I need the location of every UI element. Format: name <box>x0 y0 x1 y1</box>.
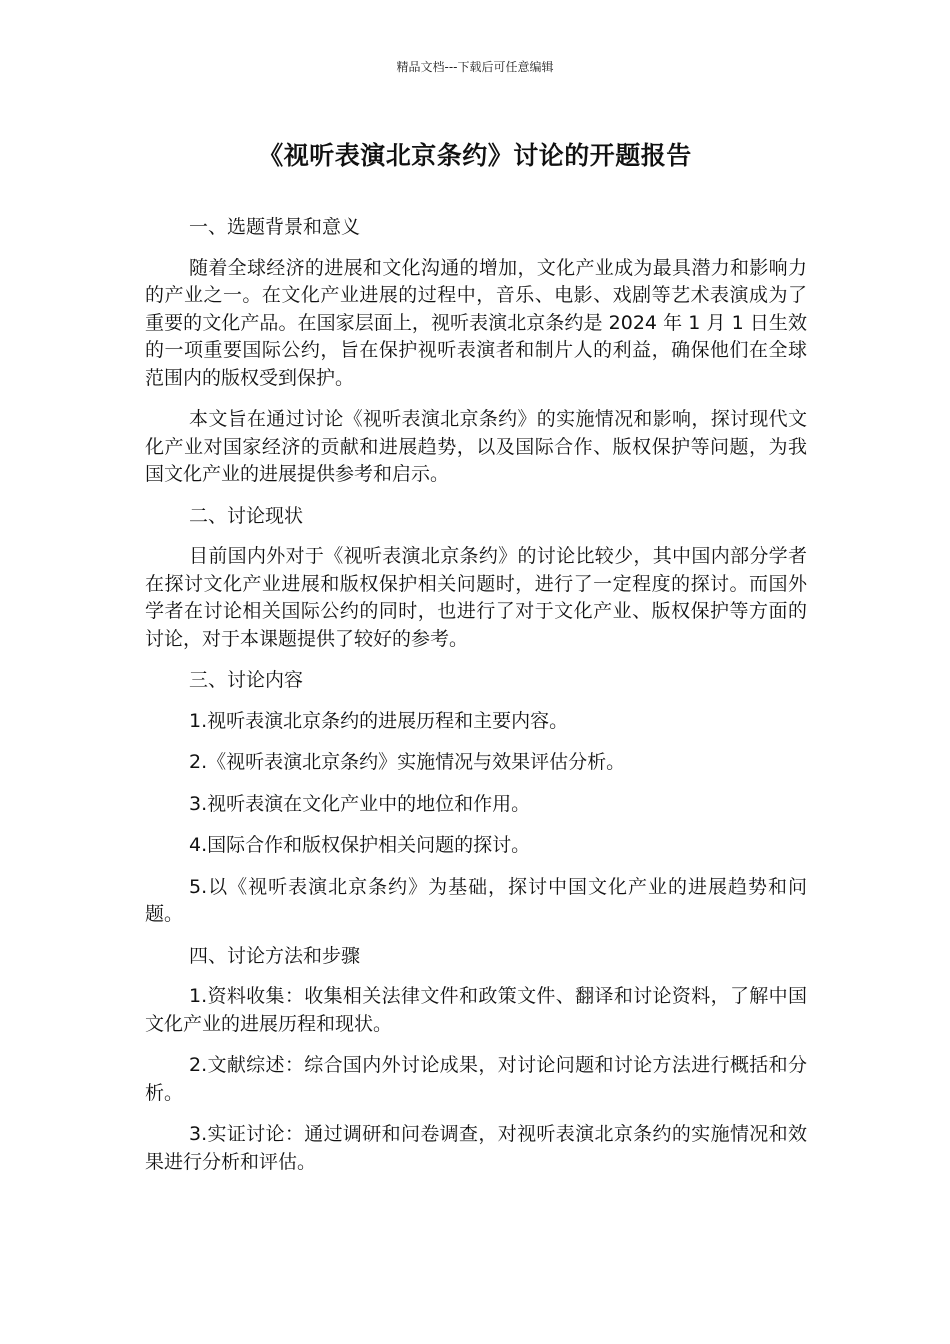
header-note: 精品文档---下载后可任意编辑 <box>396 60 554 74</box>
list-item-content-5: 5.以《视听表演北京条约》为基础，探讨中国文化产业的进展趋势和问题。 <box>145 875 807 925</box>
section-heading-content: 三、讨论内容 <box>189 669 304 691</box>
list-item-method-1: 1.资料收集：收集相关法律文件和政策文件、翻译和讨论资料，了解中国文化产业的进展历程和现状。 <box>145 985 807 1035</box>
paragraph-background-2: 本文旨在通过讨论《视听表演北京条约》的实施情况和影响，探讨现代文化产业对国家经济的贡献和进展趋势，以及国际合作、版权保护等问题，为我国文化产业的进展提供参考和启示。 <box>145 408 807 485</box>
document-title: 《视听表演北京条约》讨论的开题报告 <box>258 141 692 170</box>
list-item-content-4: 4.国际合作和版权保护相关问题的探讨。 <box>189 834 531 856</box>
list-item-content-2: 2.《视听表演北京条约》实施情况与效果评估分析。 <box>189 751 626 773</box>
list-item-method-2: 2.文献综述：综合国内外讨论成果，对讨论问题和讨论方法进行概括和分析。 <box>145 1054 807 1104</box>
section-heading-status: 二、讨论现状 <box>189 504 304 527</box>
section-heading-methods: 四、讨论方法和步骤 <box>189 944 361 967</box>
paragraph-status: 目前国内外对于《视听表演北京条约》的讨论比较少，其中国内部分学者在探讨文化产业进展和版权保护相关问题时，进行了一定程度的探讨。而国外学者在讨论相关国际公约的同时，也进行了对于文化产业、版权保护等方面的讨论，对于本课题提供了较好的参考。 <box>145 545 807 650</box>
list-item-method-3: 3.实证讨论：通过调研和问卷调查，对视听表演北京条约的实施情况和效果进行分析和评估。 <box>145 1123 807 1173</box>
list-item-content-1: 1.视听表演北京条约的进展历程和主要内容。 <box>189 709 569 732</box>
document-body <box>145 214 807 1190</box>
paragraph-background-1: 随着全球经济的进展和文化沟通的增加，文化产业成为最具潜力和影响力的产业之一。在文化产业进展的过程中，音乐、电影、戏剧等艺术表演成为了重要的文化产品。在国家层面上，视听表演北京条约是 2024 年 1 月 1 日生效的一项重要国际公约，旨在保护视听表演者和制片人的利益，确保他们在全球范围内的版权受到保护。 <box>145 256 807 389</box>
list-item-content-3: 3.视听表演在文化产业中的地位和作用。 <box>189 792 531 815</box>
section-heading-background: 一、选题背景和意义 <box>189 216 361 238</box>
